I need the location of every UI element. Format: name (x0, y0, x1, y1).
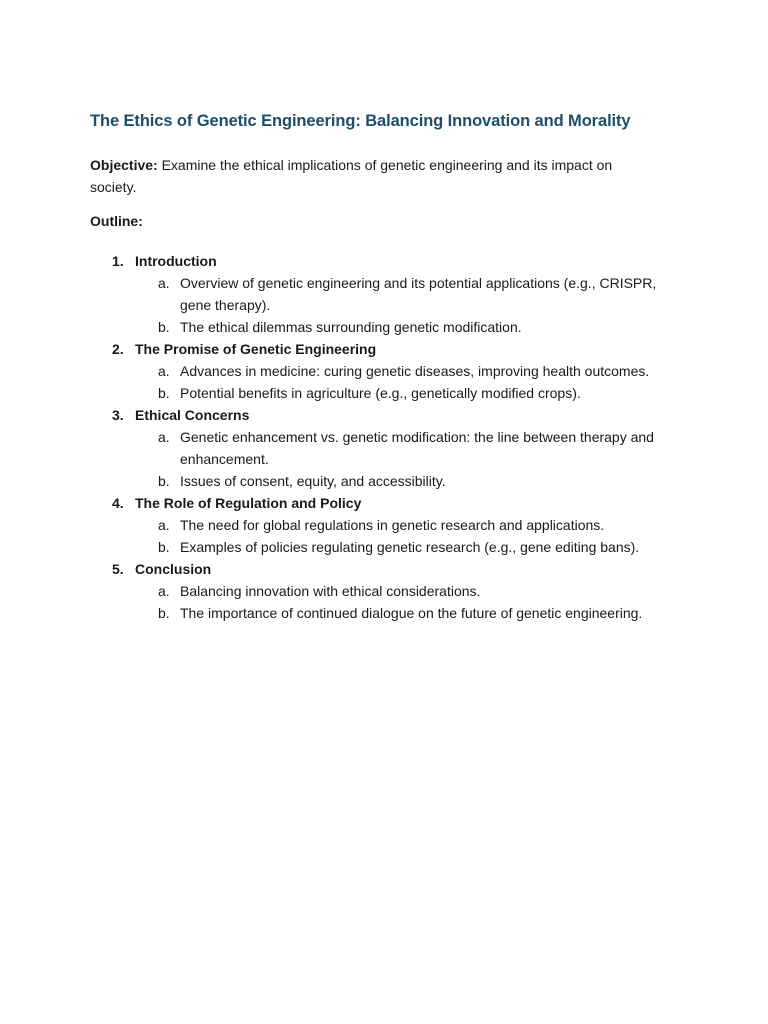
objective-paragraph (90, 154, 650, 198)
outline-section (90, 492, 690, 558)
subitem-text: Advances in medicine: curing genetic diseases, improving health outcomes. (180, 363, 650, 379)
outline-label: Outline: (90, 213, 143, 229)
outline-list (90, 250, 690, 624)
section-number: 2. (112, 341, 124, 357)
objective-text: Examine the ethical implications of genetic engineering and its impact on society. (90, 157, 613, 195)
section-heading (90, 558, 690, 580)
subitem-letter: b. (158, 385, 170, 401)
subitem-text: Potential benefits in agriculture (e.g., genetically modified crops). (180, 385, 581, 401)
section-heading (90, 338, 690, 360)
outline-subitem (90, 470, 680, 492)
outline-section (90, 558, 690, 624)
subitem-letter: a. (158, 517, 170, 533)
outline-subitem (90, 360, 680, 382)
subitem-text: The importance of continued dialogue on the future of genetic engineering. (180, 605, 643, 621)
section-heading (90, 492, 690, 514)
section-number: 4. (112, 495, 124, 511)
section-number: 3. (112, 407, 124, 423)
subitem-letter: a. (158, 363, 170, 379)
section-title: Ethical Concerns (135, 407, 250, 423)
section-title: Introduction (135, 253, 217, 269)
subitem-letter: a. (158, 429, 170, 445)
outline-subitem (90, 426, 680, 470)
outline-section (90, 404, 690, 492)
subitem-text: Issues of consent, equity, and accessibility. (180, 473, 446, 489)
subitem-text: Overview of genetic engineering and its potential applications (e.g., CRISPR, gene therapy). (180, 275, 657, 313)
section-number: 1. (112, 253, 124, 269)
subitem-letter: b. (158, 539, 170, 555)
section-heading (90, 250, 690, 272)
section-title: The Role of Regulation and Policy (135, 495, 362, 511)
subitem-letter: b. (158, 319, 170, 335)
outline-subitem (90, 272, 680, 316)
objective-label: Objective: (90, 157, 158, 173)
section-heading (90, 404, 690, 426)
outline-subitem (90, 536, 680, 558)
outline-subitem (90, 514, 680, 536)
outline-subitem (90, 382, 680, 404)
subitem-text: Genetic enhancement vs. genetic modification: the line between therapy and enhancement. (180, 429, 654, 467)
outline-subitem (90, 316, 680, 338)
subitem-letter: a. (158, 275, 170, 291)
outline-subitem (90, 580, 680, 602)
outline-section (90, 338, 690, 404)
section-title: The Promise of Genetic Engineering (135, 341, 377, 357)
document-title: The Ethics of Genetic Engineering: Balancing Innovation and Morality (90, 112, 631, 130)
subitem-text: Examples of policies regulating genetic research (e.g., gene editing bans). (180, 539, 640, 555)
subitem-text: The need for global regulations in genetic research and applications. (180, 517, 605, 533)
subitem-text: The ethical dilemmas surrounding genetic modification. (180, 319, 522, 335)
section-title: Conclusion (135, 561, 212, 577)
section-number: 5. (112, 561, 124, 577)
subitem-text: Balancing innovation with ethical considerations. (180, 583, 481, 599)
subitem-letter: b. (158, 473, 170, 489)
subitem-letter: a. (158, 583, 170, 599)
subitem-letter: b. (158, 605, 170, 621)
outline-section (90, 250, 690, 338)
outline-subitem (90, 602, 680, 624)
